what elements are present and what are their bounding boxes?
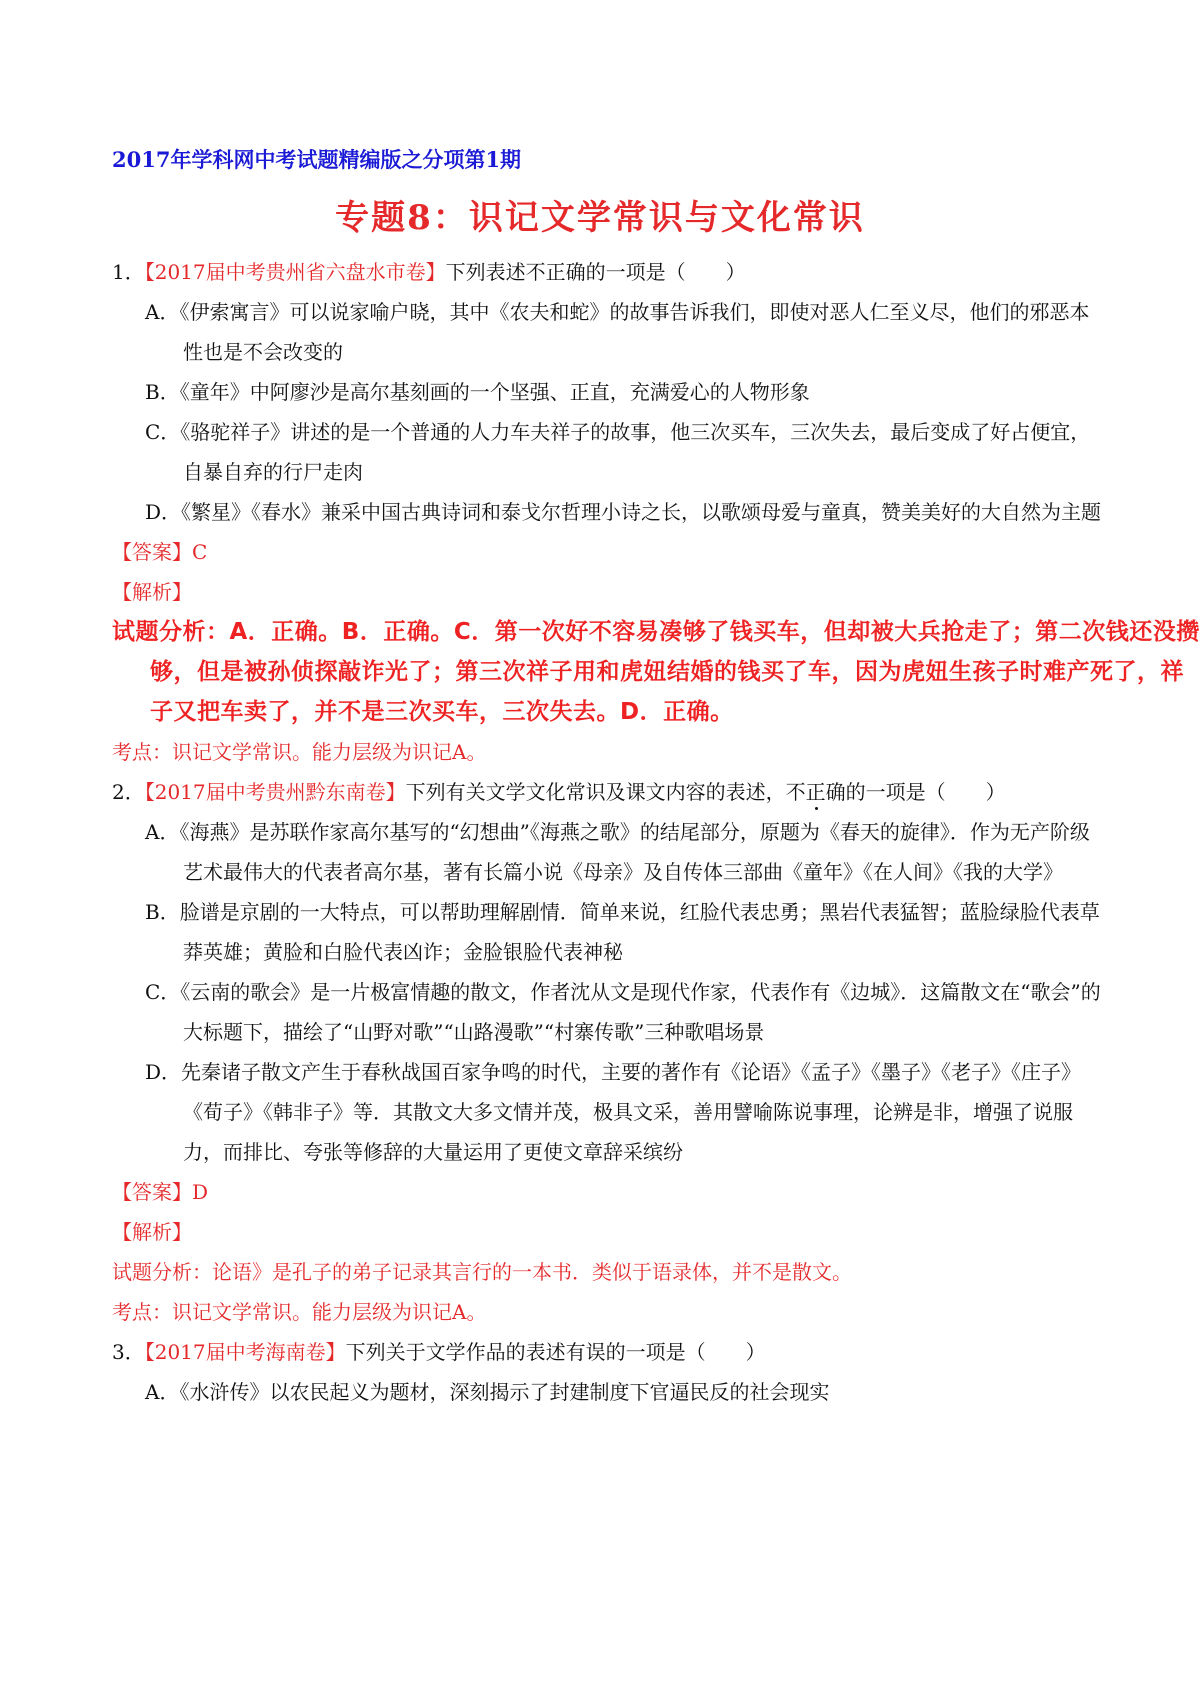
analysis-label: 【解析】 [112,1220,192,1244]
option-c: C．《云南的歌会》是一片极富情趣的散文，作者沈从文是现代作家，代表作有《边城》．这篇散文在“歌会”的大标题下，描绘了“山野对歌”“山路漫歌”“村寨传歌”三种歌唱场景 [145,980,1101,1044]
option-b: B．《童年》中阿廖沙是高尔基刻画的一个坚强、正直，充满爱心的人物形象 [145,380,810,404]
question-source: 【2017届中考贵州黔东南卷】 [144,780,406,804]
question-text-end: 的一项是（ ） [845,780,1006,804]
page-title: 专题8：识记文学常识与文化常识 [335,198,865,238]
option-d: D．《繁星》《春水》兼采中国古典诗词和泰戈尔哲理小诗之长，以歌颂母爱与童真，赞美美好的大自然为主题 [145,500,1102,524]
answer-label: 【答案】 [112,540,192,564]
question-number: 2． [112,780,145,804]
question-1 [112,252,1200,772]
document-body [112,252,1200,1412]
knowledge-point: 考点：识记文学常识。能力层级为识记A。 [112,1300,487,1324]
question-source: 【2017届中考贵州省六盘水市卷】 [144,260,446,284]
answer-value: C [192,540,208,564]
option-d: D．先秦诸子散文产生于春秋战国百家争鸣的时代，主要的著作有《论语》《孟子》《墨子》《老子》《庄子》《荀子》《韩非子》等．其散文大多文情并茂，极具文采，善用譬喻陈说事理，论辨是非，增强了说服力，而排比、夸张等修辞的大量运用了更使文章辞采缤纷 [145,1060,1082,1164]
question-number: 3． [112,1340,145,1364]
series-heading: 2017年学科网中考试题精编版之分项第1期 [112,147,522,172]
option-b: B．脸谱是京剧的一大特点，可以帮助理解剧情．简单来说，红脸代表忠勇；黑岩代表猛智；蓝脸绿脸代表草莽英雄；黄脸和白脸代表凶诈；金脸银脸代表神秘 [145,900,1100,964]
analysis-line: 够，但是被孙侦探敲诈光了；第三次祥子用和虎妞结婚的钱买了车，因为虎妞生孩子时难产死了，祥 [150,659,1184,685]
knowledge-point: 考点：识记文学常识。能力层级为识记A。 [112,740,487,764]
question-stem [112,772,1102,812]
question-number: 1． [112,260,145,284]
question-text: 下列表述不正确的一项是（ ） [445,260,746,284]
answer-line [112,1172,1102,1212]
analysis-line: 子又把车卖了，并不是三次买车，三次失去。D．正确。 [150,699,734,725]
answer-line [112,532,1102,572]
option-a: A．《水浒传》以农民起义为题材，深刻揭示了封建制度下官逼民反的社会现实 [145,1380,830,1404]
question-stem [112,252,1102,292]
question-text: 下列关于文学作品的表述有误的一项是（ ） [345,1340,766,1364]
analysis-label: 【解析】 [112,580,192,604]
question-3 [112,1332,1102,1412]
question-text: 下列有关文学文化常识及课文内容的表述， [405,780,786,804]
option-a: A．《海燕》是苏联作家高尔基写的“幻想曲”《海燕之歌》的结尾部分，原题为《春天的旋律》．作为无产阶级艺术最伟大的代表者高尔基，著有长篇小说《母亲》及自传体三部曲《童年》《在人间》《我的大学》 [145,820,1090,884]
question-source: 【2017届中考海南卷】 [144,1340,346,1364]
option-c: C．《骆驼祥子》讲述的是一个普通的人力车夫祥子的故事，他三次买车，三次失去，最后变成了好占便宜，自暴自弃的行尸走肉 [145,420,1091,484]
analysis-text: 试题分析：论语》是孔子的弟子记录其言行的一本书．类似于语录体，并不是散文。 [112,1260,852,1284]
question-stem [112,1332,1102,1372]
question-2 [112,772,1102,1332]
answer-label: 【答案】 [112,1180,192,1204]
option-a: A．《伊索寓言》可以说家喻户晓，其中《农夫和蛇》的故事告诉我们，即使对恶人仁至义尽，他们的邪恶本性也是不会改变的 [145,300,1090,364]
analysis-line: 试题分析：A．正确。B．正确。C．第一次好不容易凑够了钱买车，但却被大兵抢走了；第二次钱还没攒 [112,619,1200,645]
analysis-text [112,612,1200,732]
emphasis-text: 不正确 [785,780,846,804]
answer-value: D [192,1180,209,1204]
